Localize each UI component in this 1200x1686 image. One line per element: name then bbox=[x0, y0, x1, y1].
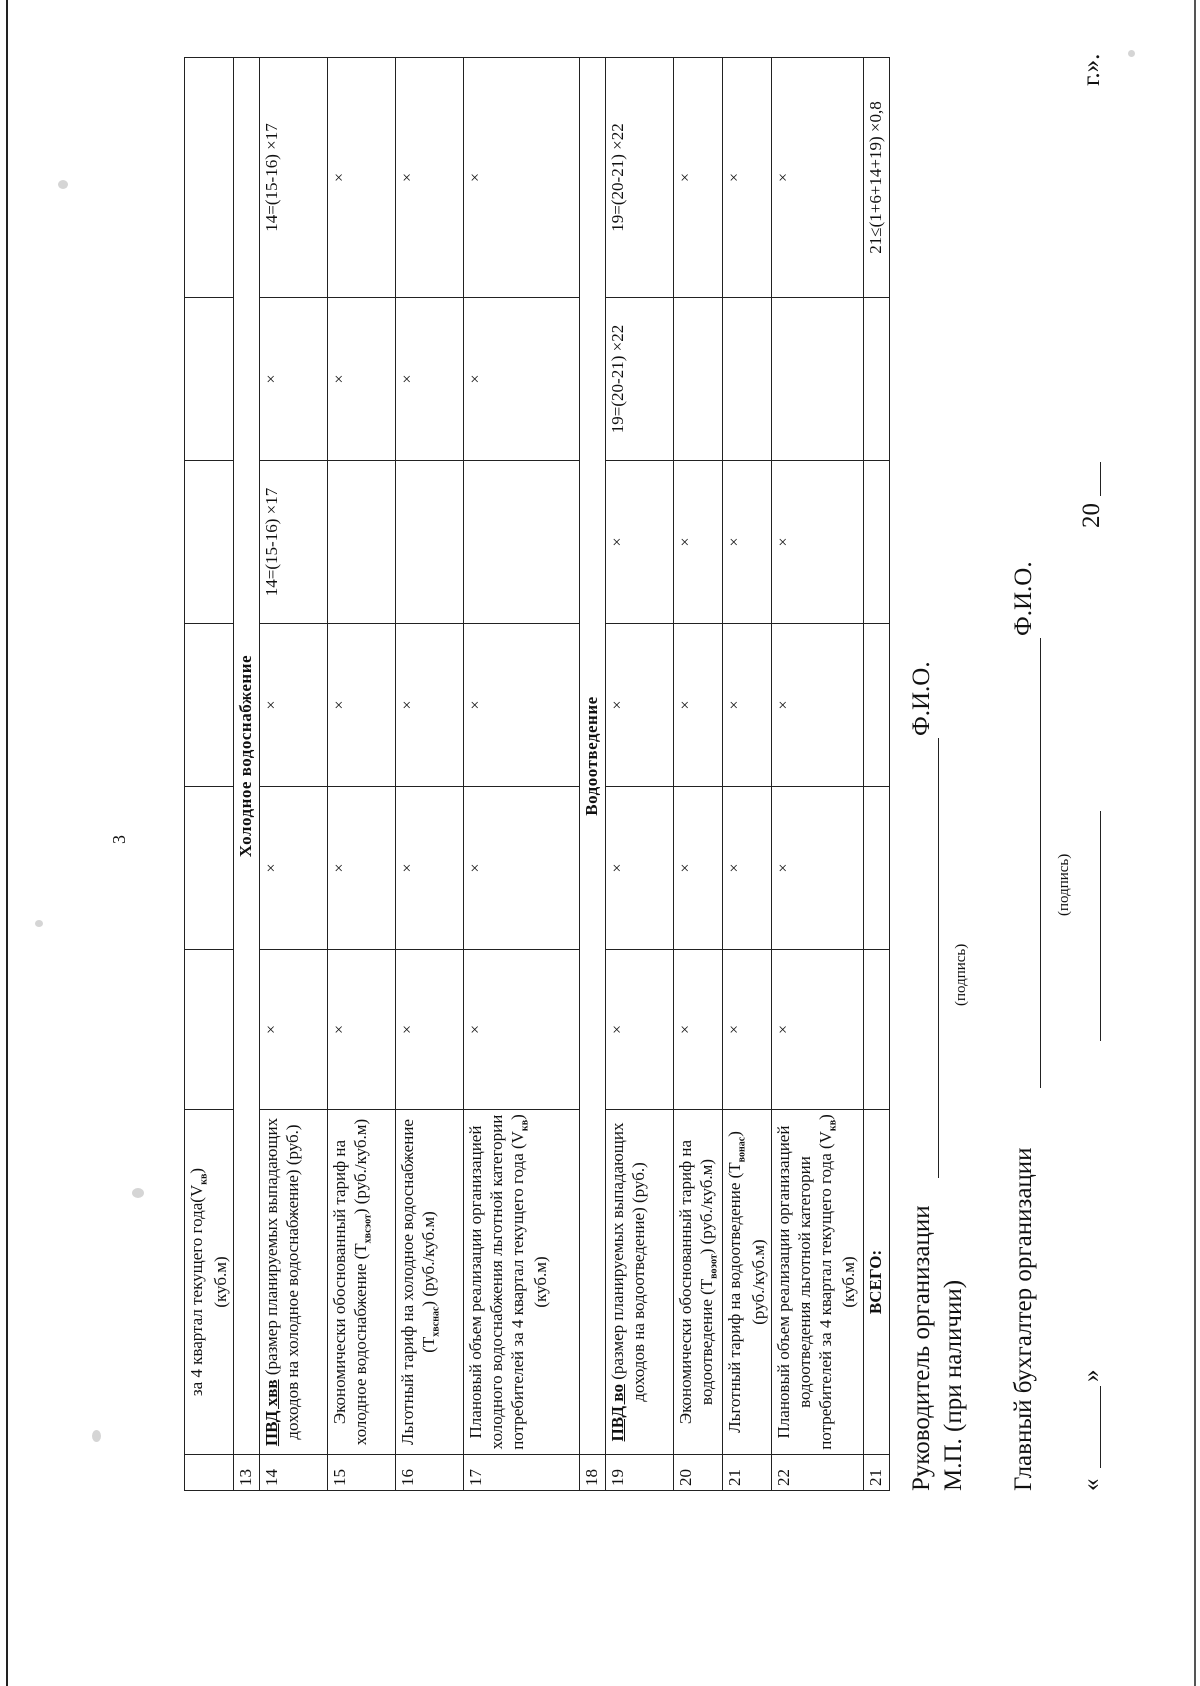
accountant-fio: Ф.И.О. bbox=[1010, 561, 1037, 636]
cell-x: × bbox=[396, 298, 464, 461]
row-title: ПВД хвв bbox=[262, 1379, 282, 1447]
cell-x: × bbox=[723, 624, 772, 787]
table-row bbox=[396, 58, 464, 1491]
header-period-end: ) bbox=[187, 1167, 206, 1174]
row-desc bbox=[464, 1110, 580, 1455]
table-row bbox=[185, 58, 234, 1491]
cell-formula: 14=(15-16) ×17 bbox=[260, 58, 328, 298]
total-formula: 21≤(1+6+14+19) ×0,8 bbox=[864, 58, 890, 298]
accountant-label: Главный бухгалтер организации bbox=[1010, 1147, 1037, 1491]
row-text-end: ) (руб./куб.м) bbox=[725, 1131, 768, 1325]
row-text: Экономически обоснованный тариф на водоотведение (Т bbox=[675, 1139, 716, 1425]
row-title: ПВД во bbox=[607, 1384, 627, 1442]
row-desc bbox=[605, 1110, 673, 1455]
head-signature-caption: (подпись) bbox=[953, 943, 969, 1006]
cell-x: × bbox=[396, 787, 464, 950]
date-year-prefix: 20 bbox=[1078, 503, 1105, 528]
row-desc bbox=[396, 1110, 464, 1455]
head-label: Руководитель организации bbox=[908, 1205, 935, 1491]
row-text: (размер планируемых выпадающих доходов на холодное водоснабжение) (руб.) bbox=[262, 1117, 302, 1440]
header-period-unit: (куб.м) bbox=[210, 1256, 230, 1308]
cell-empty bbox=[772, 298, 864, 461]
cell-x: × bbox=[723, 787, 772, 950]
row-num: 17 bbox=[464, 1455, 580, 1491]
cell-empty bbox=[185, 787, 234, 950]
accountant-signature-line bbox=[1040, 638, 1041, 1088]
row-sub: кв bbox=[518, 1119, 530, 1132]
cell-x: × bbox=[673, 624, 722, 787]
row-num: 21 bbox=[864, 1455, 890, 1491]
row-num: 19 bbox=[605, 1455, 673, 1491]
head-signature-line bbox=[938, 738, 939, 1178]
table-row bbox=[464, 58, 580, 1491]
cell-x: × bbox=[328, 298, 396, 461]
row-desc bbox=[260, 1110, 328, 1455]
row-num: 18 bbox=[580, 1455, 606, 1491]
row-sub: кв bbox=[827, 1119, 839, 1132]
accountant-signature-caption: (подпись) bbox=[1056, 853, 1072, 916]
stamp-label: М.П. (при наличии) bbox=[940, 1279, 967, 1491]
cell-x: × bbox=[723, 950, 772, 1110]
row-sub: вонас bbox=[736, 1136, 748, 1163]
row-text-end: ) (куб.м) bbox=[507, 1114, 551, 1308]
row-text-end: ) (куб.м) bbox=[815, 1114, 859, 1308]
row-sub: хвсэот bbox=[362, 1214, 374, 1244]
section-cold-water: Холодное водоснабжение bbox=[234, 58, 260, 1455]
cell-x: × bbox=[260, 624, 328, 787]
cell-formula: 19=(20-21) ×22 bbox=[605, 298, 673, 461]
header-period bbox=[185, 1110, 234, 1455]
row-desc bbox=[328, 1110, 396, 1455]
cell-empty bbox=[723, 298, 772, 461]
cell-x: × bbox=[260, 298, 328, 461]
row-text: Экономически обоснованный тариф на холодное водоснабжение (Т bbox=[330, 1139, 370, 1446]
page-number: 3 bbox=[109, 835, 129, 844]
cell-empty bbox=[396, 461, 464, 624]
cell-empty bbox=[864, 624, 890, 787]
cell-x: × bbox=[772, 950, 864, 1110]
cell-empty bbox=[185, 58, 234, 298]
head-fio: Ф.И.О. bbox=[908, 661, 935, 736]
date-year-suffix: г.». bbox=[1078, 53, 1105, 86]
cell-x: × bbox=[772, 787, 864, 950]
tariff-table bbox=[184, 57, 890, 1491]
cell-x: × bbox=[673, 461, 722, 624]
cell-empty bbox=[185, 298, 234, 461]
row-text: (размер планируемых выпадающих доходов на водоотведение) (руб.) bbox=[607, 1122, 648, 1402]
cell-x: × bbox=[396, 58, 464, 298]
cell-x: × bbox=[723, 58, 772, 298]
total-label: ВСЕГО: bbox=[864, 1110, 890, 1455]
row-text-end: ) (руб./куб.м) bbox=[350, 1118, 370, 1215]
row-text: Плановый объем реализации организацией холодного водоснабжения льготной категории потребителей за 4 квартал текущего года (V bbox=[466, 1114, 527, 1450]
row-sub: хвснас bbox=[430, 1306, 442, 1337]
row-num: 15 bbox=[328, 1455, 396, 1491]
row-text: Льготный тариф на водоотведение (Т bbox=[725, 1162, 745, 1433]
table-row bbox=[864, 58, 890, 1491]
row-text: Плановый объем реализации организацией водоотведения льготной категории потребителей за 4 квартал текущего года (V bbox=[774, 1125, 835, 1450]
table-row bbox=[605, 58, 673, 1491]
table-row bbox=[234, 58, 260, 1491]
cell-x: × bbox=[772, 461, 864, 624]
cell-x: × bbox=[772, 58, 864, 298]
row-text: Льготный тариф на холодное водоснабжение (Т bbox=[398, 1119, 438, 1445]
table-row bbox=[772, 58, 864, 1491]
cell-x: × bbox=[605, 461, 673, 624]
cell-x: × bbox=[673, 950, 722, 1110]
cell-x: × bbox=[464, 624, 580, 787]
cell-x: × bbox=[328, 58, 396, 298]
table-row bbox=[260, 58, 328, 1491]
cell-x: × bbox=[464, 298, 580, 461]
table-row bbox=[580, 58, 606, 1491]
table-row bbox=[673, 58, 722, 1491]
row-num: 14 bbox=[260, 1455, 328, 1491]
cell-x: × bbox=[772, 624, 864, 787]
date-day-line bbox=[1100, 1386, 1101, 1468]
row-num: 20 bbox=[673, 1455, 722, 1491]
cell-x: × bbox=[605, 624, 673, 787]
cell-x: × bbox=[673, 787, 722, 950]
cell-empty bbox=[864, 950, 890, 1110]
row-num: 13 bbox=[234, 1455, 260, 1491]
cell-x: × bbox=[464, 950, 580, 1110]
row-desc bbox=[673, 1110, 722, 1455]
cell-x: × bbox=[464, 787, 580, 950]
date-month-line bbox=[1100, 811, 1101, 1041]
cell-x: × bbox=[605, 787, 673, 950]
row-text-end: ) (руб./куб.м) bbox=[418, 1211, 438, 1307]
header-period-label: за 4 квартал текущего года(V bbox=[187, 1184, 206, 1397]
date-year-line bbox=[1100, 462, 1101, 496]
cell-empty bbox=[673, 298, 722, 461]
row-num-blank bbox=[185, 1455, 234, 1491]
row-num: 16 bbox=[396, 1455, 464, 1491]
cell-empty bbox=[464, 461, 580, 624]
cell-empty bbox=[328, 461, 396, 624]
cell-empty bbox=[864, 461, 890, 624]
cell-x: × bbox=[328, 787, 396, 950]
header-period-sub: кв bbox=[198, 1173, 210, 1185]
cell-x: × bbox=[673, 58, 722, 298]
row-text-end: ) (руб./куб.м) bbox=[696, 1158, 716, 1255]
cell-x: × bbox=[328, 950, 396, 1110]
section-wastewater: Водоотведение bbox=[580, 58, 606, 1455]
cell-x: × bbox=[723, 461, 772, 624]
cell-x: × bbox=[464, 58, 580, 298]
cell-x: × bbox=[605, 950, 673, 1110]
date-quote-open: « bbox=[1078, 1478, 1105, 1491]
cell-formula: 19=(20-21) ×22 bbox=[605, 58, 673, 298]
cell-x: × bbox=[260, 787, 328, 950]
cell-formula: 14=(15-16) ×17 bbox=[260, 461, 328, 624]
table-row bbox=[723, 58, 772, 1491]
cell-x: × bbox=[396, 624, 464, 787]
cell-empty bbox=[185, 950, 234, 1110]
cell-empty bbox=[864, 787, 890, 950]
cell-x: × bbox=[396, 950, 464, 1110]
row-desc bbox=[772, 1110, 864, 1455]
cell-x: × bbox=[260, 950, 328, 1110]
row-num: 22 bbox=[772, 1455, 864, 1491]
cell-x: × bbox=[328, 624, 396, 787]
date-quote-close: » bbox=[1078, 1369, 1105, 1382]
cell-empty bbox=[185, 624, 234, 787]
cell-empty bbox=[185, 461, 234, 624]
table-row bbox=[328, 58, 396, 1491]
row-desc bbox=[723, 1110, 772, 1455]
row-num: 21 bbox=[723, 1455, 772, 1491]
cell-empty bbox=[864, 298, 890, 461]
row-sub: воэот bbox=[707, 1254, 719, 1279]
